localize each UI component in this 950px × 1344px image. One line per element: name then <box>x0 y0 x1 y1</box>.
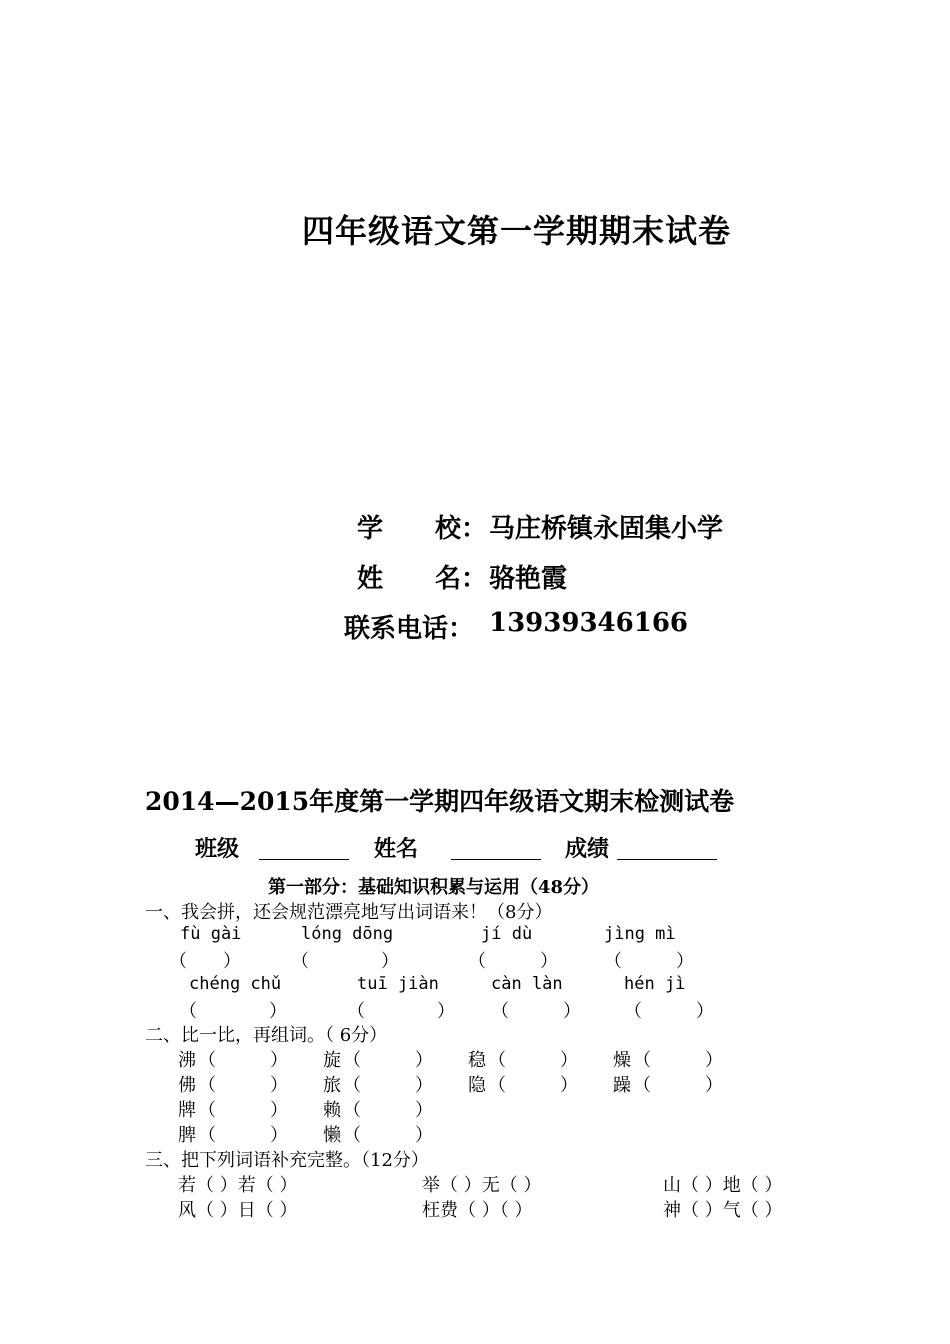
compare-char: 躁 <box>613 1075 631 1096</box>
answer-blank[interactable]: （ ） <box>491 1001 581 1022</box>
idiom-fill[interactable]: 风（ ）日（ ） <box>178 1200 298 1221</box>
compare-char: 赖 <box>323 1100 341 1121</box>
pinyin: càn làn <box>491 974 563 994</box>
answer-blank[interactable]: （ ） <box>347 1001 455 1022</box>
answer-blank[interactable]: （ ） <box>468 951 558 972</box>
name-label: 姓 名： <box>357 564 488 594</box>
pinyin: fù gài <box>180 924 242 944</box>
pinyin: jìng mì <box>604 924 676 944</box>
compare-char: 脾 <box>178 1125 196 1146</box>
compare-char: 稳 <box>468 1050 486 1071</box>
pinyin: tuī jiàn <box>357 974 439 994</box>
answer-blank[interactable]: （ ） <box>343 1075 433 1096</box>
name-value: 骆艳霞 <box>489 564 568 594</box>
compare-char: 燥 <box>613 1050 631 1071</box>
answer-blank[interactable]: （ ） <box>343 1100 433 1121</box>
q3-heading: 三、把下列词语补充完整。（12分） <box>145 1150 429 1171</box>
answer-blank[interactable]: （ ） <box>488 1050 578 1071</box>
compare-char: 隐 <box>468 1075 486 1096</box>
answer-blank[interactable]: （ ） <box>198 1100 288 1121</box>
q1-heading: 一、我会拼，还会规范漂亮地写出词语来！（8分） <box>145 902 553 923</box>
class-label: 班级 <box>195 836 240 862</box>
pinyin: hén jì <box>624 974 686 994</box>
compare-char: 懒 <box>323 1125 341 1146</box>
pinyin: lóng dōng <box>301 924 394 944</box>
compare-char: 佛 <box>178 1075 196 1096</box>
class-blank[interactable] <box>259 834 349 860</box>
phone-value: 13939346166 <box>489 608 688 638</box>
cover-title: 四年级语文第一学期期末试卷 <box>302 212 732 250</box>
exam-title: 2014—2015年度第一学期四年级语文期末检测试卷 <box>145 787 735 816</box>
answer-blank[interactable]: （ ） <box>198 1050 288 1071</box>
answer-blank[interactable]: （ ） <box>169 951 241 972</box>
student-name-label: 姓名 <box>374 836 419 862</box>
student-name-blank[interactable] <box>451 834 541 860</box>
pinyin: chéng chǔ <box>189 974 282 994</box>
idiom-fill[interactable]: 举（ ）无（ ） <box>422 1175 542 1196</box>
school-label: 学 校： <box>357 514 488 544</box>
score-label: 成绩 <box>565 836 610 862</box>
answer-blank[interactable]: （ ） <box>198 1125 288 1146</box>
score-blank[interactable] <box>617 834 717 860</box>
answer-blank[interactable]: （ ） <box>488 1075 578 1096</box>
phone-label: 联系电话： <box>344 614 475 644</box>
idiom-fill[interactable]: 枉费（ ）（ ） <box>422 1200 533 1221</box>
compare-char: 旋 <box>323 1050 341 1071</box>
pinyin: jí dù <box>481 924 533 944</box>
answer-blank[interactable]: （ ） <box>179 1001 287 1022</box>
compare-char: 旅 <box>323 1075 341 1096</box>
answer-blank[interactable]: （ ） <box>343 1125 433 1146</box>
idiom-fill[interactable]: 神（ ）气（ ） <box>663 1200 783 1221</box>
answer-blank[interactable]: （ ） <box>604 951 694 972</box>
idiom-fill[interactable]: 山（ ）地（ ） <box>663 1175 783 1196</box>
compare-char: 沸 <box>178 1050 196 1071</box>
answer-blank[interactable]: （ ） <box>633 1050 723 1071</box>
answer-blank[interactable]: （ ） <box>198 1075 288 1096</box>
idiom-fill[interactable]: 若（ ）若（ ） <box>178 1175 298 1196</box>
answer-blank[interactable]: （ ） <box>343 1050 433 1071</box>
answer-blank[interactable]: （ ） <box>624 1001 714 1022</box>
answer-blank[interactable]: （ ） <box>291 951 399 972</box>
part1-title: 第一部分：基础知识积累与运用（48分） <box>268 877 600 898</box>
school-value: 马庄桥镇永固集小学 <box>489 514 724 544</box>
compare-char: 牌 <box>178 1100 196 1121</box>
q2-heading: 二、比一比，再组词。（ 6分） <box>145 1025 388 1046</box>
answer-blank[interactable]: （ ） <box>633 1075 723 1096</box>
